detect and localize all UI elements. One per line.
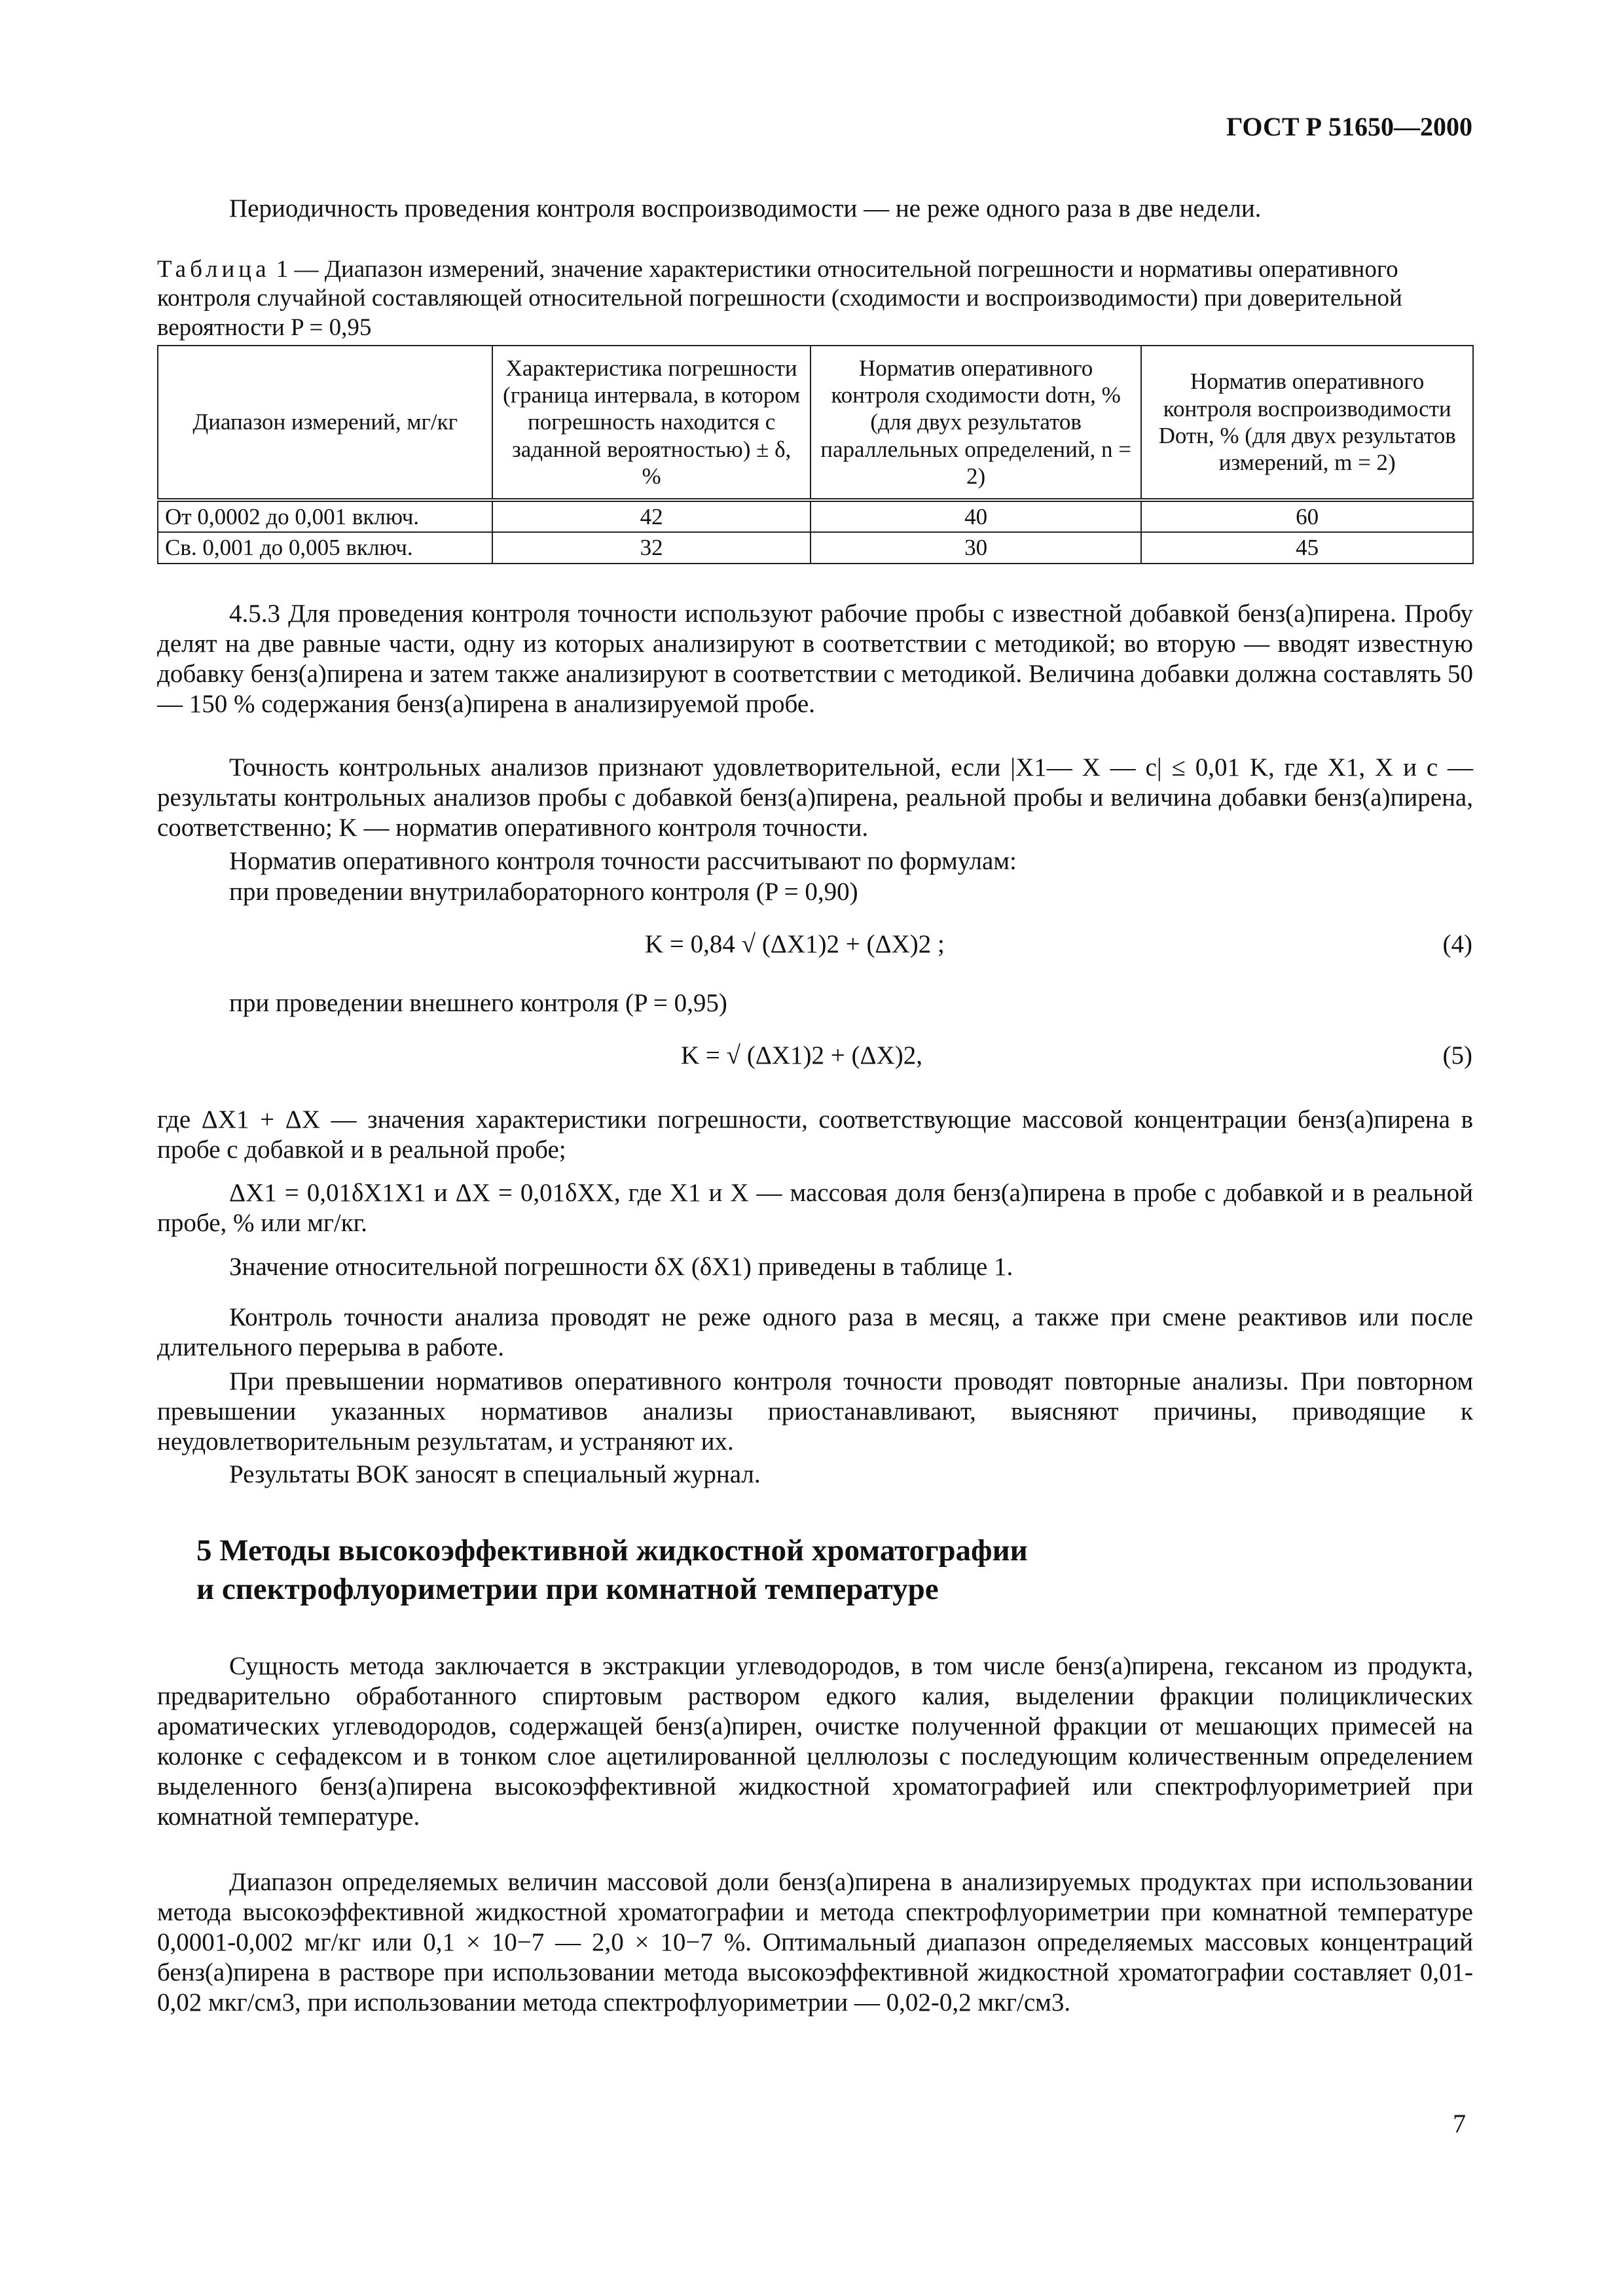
cell-delta: 32 xyxy=(492,532,811,563)
table-row xyxy=(158,532,1473,563)
table-caption xyxy=(157,255,1473,342)
paragraph-range: Диапазон определяемых величин массовой доли бенз(а)пирена в анализируемых продуктах при использовании метода высокоэффективной жидкостной хроматографии и метода спектрофлуориметрии при комнатной температуре 0,0001-0,002 мг/кг или 0,1 × 10−7 — 2,0 × 10−7 %. Оптимальный диапазон определяемых массовых концентраций бенз(а)пирена в растворе при использовании метода высокоэффективной жидкостной хроматографии составляет 0,01-0,02 мкг/см3, при использовании метода спектрофлуориметрии — 0,02-0,2 мкг/см3. xyxy=(157,1868,1473,2017)
paragraph-relative-error: Значение относительной погрешности δX (δX1) приведены в таблице 1. xyxy=(229,1253,1013,1281)
table-1 xyxy=(157,345,1474,564)
formula-5: K = √ (ΔX1)2 + (ΔX)2, xyxy=(681,1041,922,1069)
header-repeatability: Норматив оперативного контроля сходимости dотн, % (для двух результатов параллельных определений, n = 2) xyxy=(811,346,1141,500)
cell-repeatability: 30 xyxy=(811,532,1141,563)
section-5-title xyxy=(196,1532,1028,1609)
paragraph-4-5-3: 4.5.3 Для проведения контроля точности используют рабочие пробы с известной добавкой бенз(а)пирена. Пробу делят на две равные части, одну из которых анализируют в соответствии с методикой; во вторую — вводят известную добавку бенз(а)пирена и затем также анализируют в соответствии с методикой. Величина добавки должна составлять 50 — 150 % содержания бенз(а)пирена в анализируемой пробе. xyxy=(157,600,1473,719)
cell-reproducibility: 60 xyxy=(1141,500,1473,532)
table-row xyxy=(158,500,1473,532)
table-caption-text: 1 — Диапазон измерений, значение характеристики относительной погрешности и нормативы оперативного контроля случайной составляющей относительной погрешности (сходимости и воспроизводимости) при доверительной вероятности P = 0,95 xyxy=(157,256,1402,341)
periodicity-text: Периодичность проведения контроля воспроизводимости — не реже одного раза в две недели. xyxy=(229,194,1262,223)
paragraph-delta-definition: ΔX1 = 0,01δX1X1 и ΔX = 0,01δXX, где X1 и X — массовая доля бенз(а)пирена в пробе с добавкой и в реальной пробе, % или мг/кг. xyxy=(157,1179,1473,1238)
paragraph-method-essence: Сущность метода заключается в экстракции углеводородов, в том числе бенз(а)пирена, гексаном из продукта, предварительно обработанного спиртовым раствором едкого калия, выделении фракции полициклических ароматических углеводородов, содержащей бенз(а)пирен, очистке полученной фракции от мешающих примесей на колонке с сефадексом и в тонком слое ацетилированной целлюлозы с последующим количественным определением выделенного бенз(а)пирена высокоэффективной жидкостной хроматографией или спектрофлуориметрией при комнатной температуре. xyxy=(157,1652,1473,1831)
header-delta: Характеристика погрешности (граница интервала, в котором погрешность находится с заданной вероятностью) ± δ, % xyxy=(492,346,811,500)
cell-delta: 42 xyxy=(492,500,811,532)
header-reproducibility: Норматив оперативного контроля воспроизводимости Dотн, % (для двух результатов измерений, m = 2) xyxy=(1141,346,1473,500)
paragraph-where-delta: где ΔX1 + ΔX — значения характеристики погрешности, соответствующие массовой концентрации бенз(а)пирена в пробе с добавкой и в реальной пробе; xyxy=(157,1105,1473,1164)
equation-number-5: (5) xyxy=(1442,1041,1472,1069)
cell-range: Св. 0,001 до 0,005 включ. xyxy=(158,532,492,563)
paragraph-repeat-analysis: При превышении нормативов оперативного контроля точности проводят повторные анализы. При повторном превышении указанных нормативов анализы приостанавливают, выясняют причины, приводящие к неудовлетворительным результатам, и устраняют их. xyxy=(157,1367,1473,1456)
cell-repeatability: 40 xyxy=(811,500,1141,532)
table-header-row xyxy=(158,346,1473,500)
paragraph-accuracy-frequency: Контроль точности анализа проводят не реже одного раза в месяц, а также при смене реактивов или после длительного перерыва в работе. xyxy=(157,1303,1473,1362)
paragraph-external-control: при проведении внешнего контроля (P = 0,95) xyxy=(229,989,727,1017)
paragraph-journal: Результаты ВОК заносят в специальный журнал. xyxy=(229,1460,761,1488)
cell-range: От 0,0002 до 0,001 включ. xyxy=(158,500,492,532)
cell-reproducibility: 45 xyxy=(1141,532,1473,563)
table-label: Таблица xyxy=(157,256,270,283)
equation-number-4: (4) xyxy=(1442,930,1472,958)
section-5-title-line-2: и спектрофлуориметрии при комнатной температуре xyxy=(196,1571,939,1606)
page-number: 7 xyxy=(1453,2109,1466,2138)
paragraph-norm: Норматив оперативного контроля точности рассчитывают по формулам: xyxy=(229,847,1017,875)
section-5-title-line-1: 5 Методы высокоэффективной жидкостной хроматографии xyxy=(196,1534,1028,1568)
paragraph-internal-control: при проведении внутрилабораторного контроля (P = 0,90) xyxy=(229,878,858,906)
paragraph-accuracy: Точность контрольных анализов признают удовлетворительной, если |X1— X — c| ≤ 0,01 K, где X1, X и c — результаты контрольных анализов пробы с добавкой бенз(а)пирена, реальной пробы и величина добавки бенз(а)пирена, соответственно; K — норматив оперативного контроля точности. xyxy=(157,753,1473,842)
formula-4: K = 0,84 √ (ΔX1)2 + (ΔX)2 ; xyxy=(645,930,945,958)
standard-number: ГОСТ Р 51650—2000 xyxy=(1226,112,1472,141)
header-range: Диапазон измерений, мг/кг xyxy=(158,346,492,500)
